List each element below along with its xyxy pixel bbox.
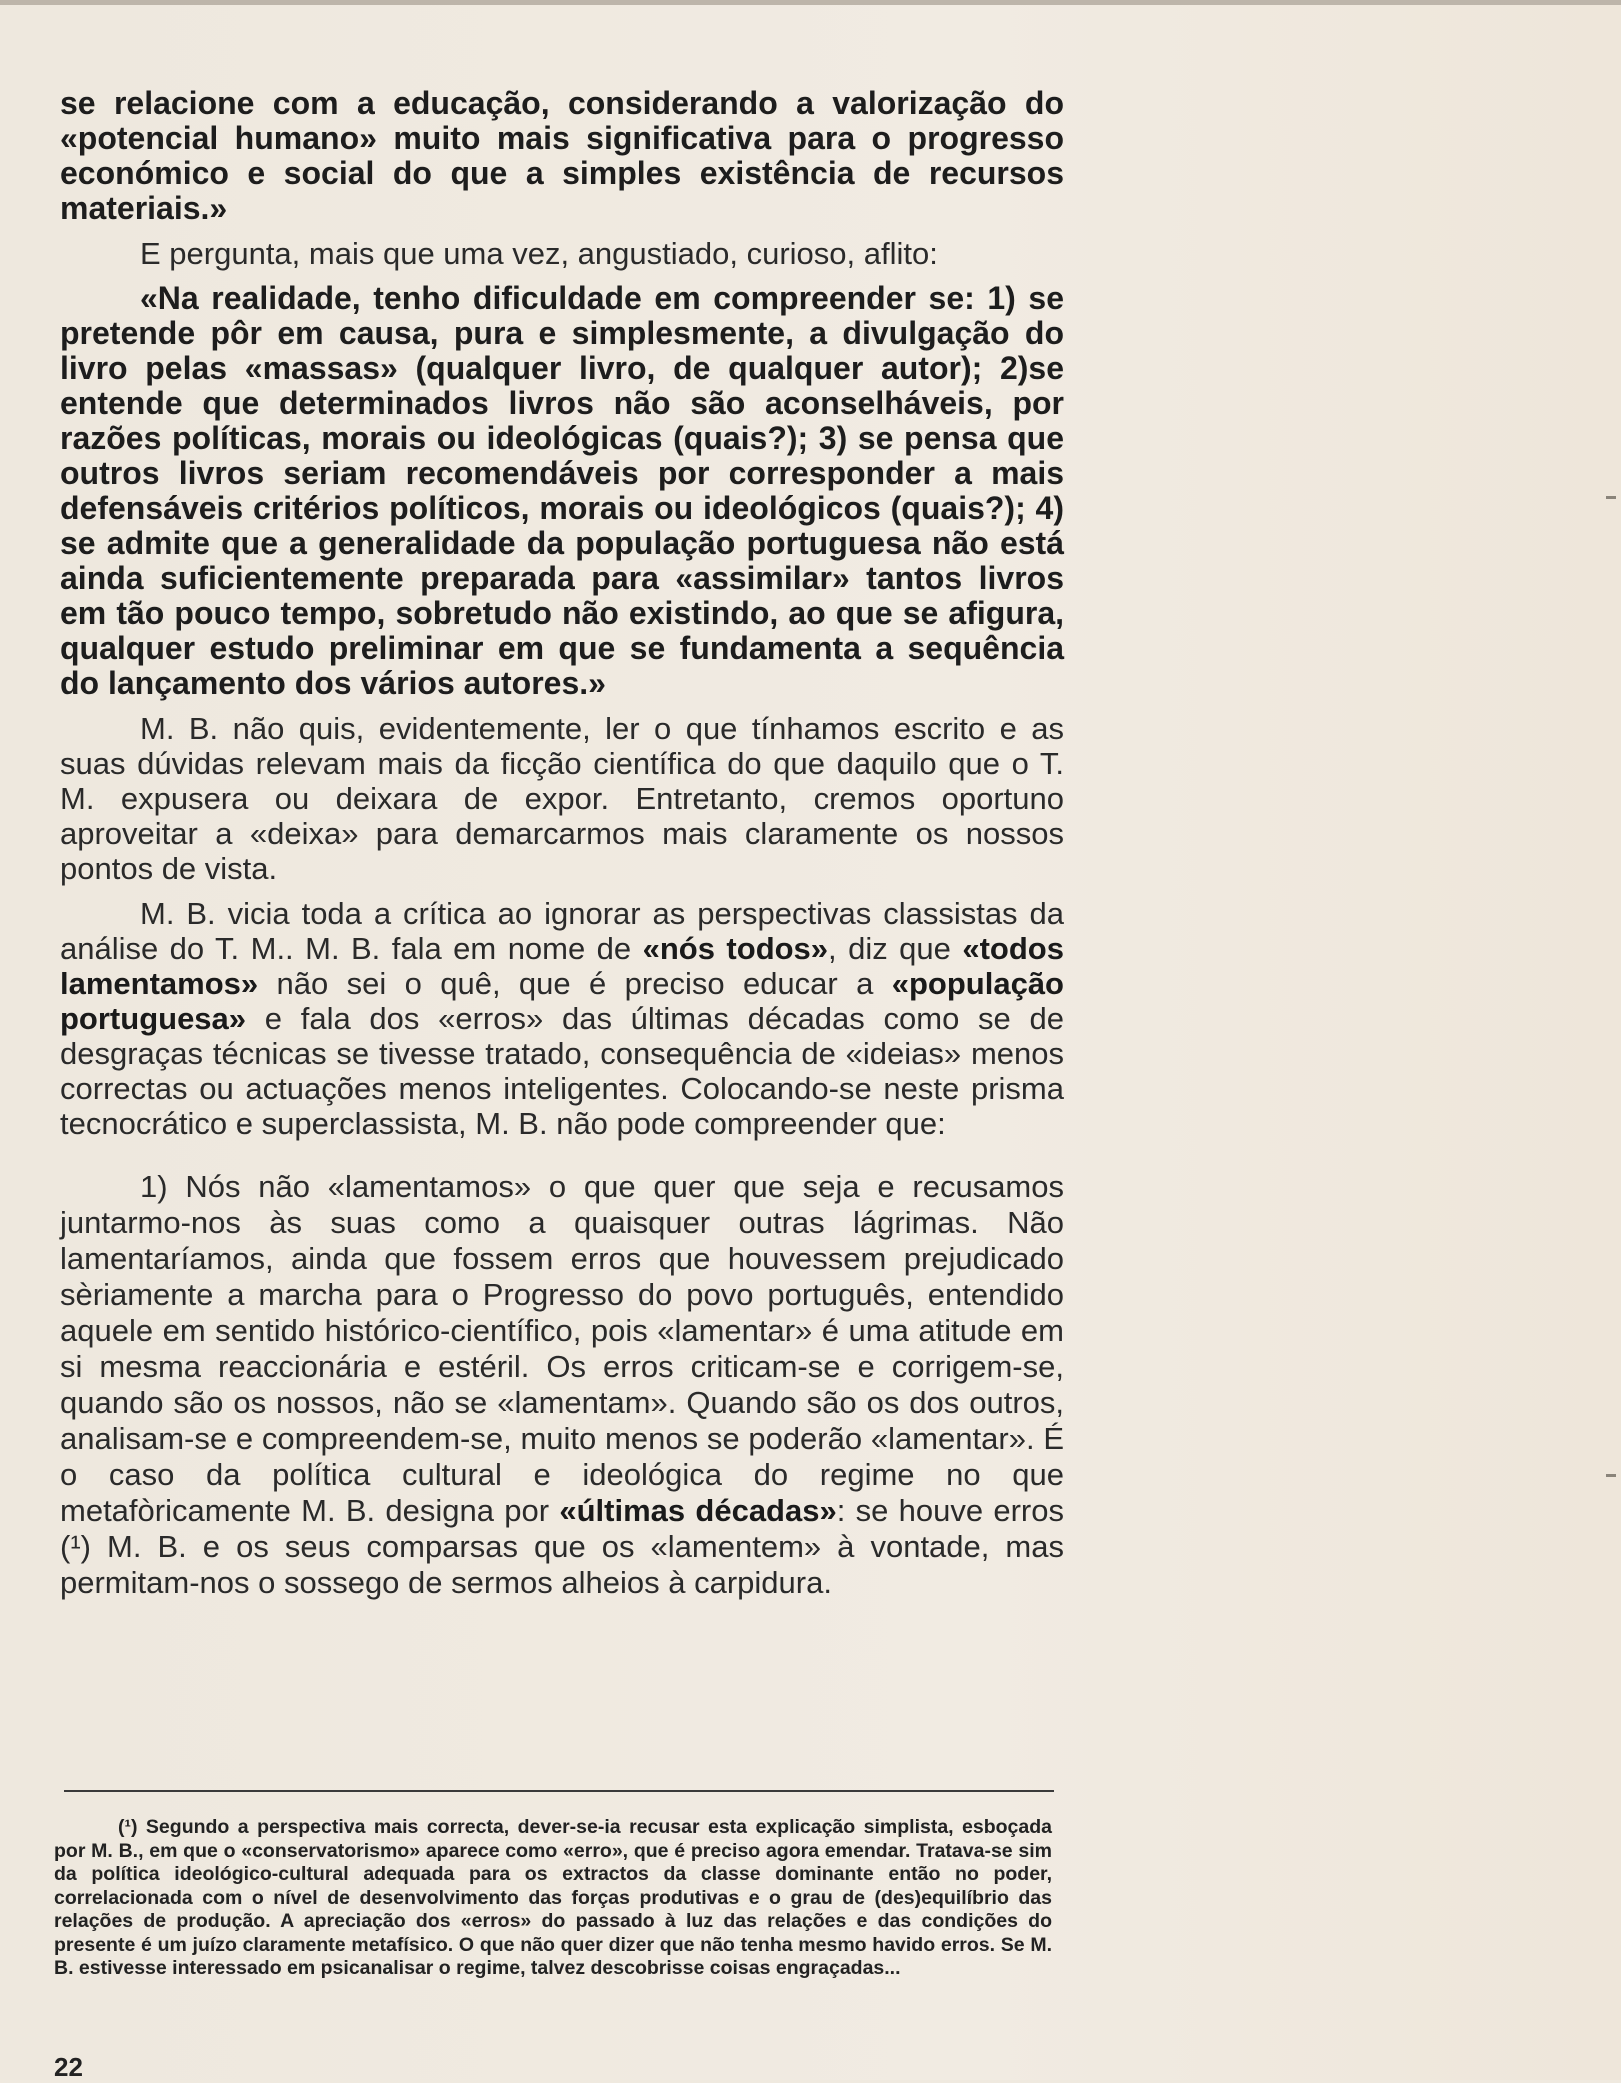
paragraph-critique: [60, 896, 1064, 1141]
edge-mark: [1606, 1474, 1616, 1477]
text-span: não sei o quê, que é preciso educar a: [258, 966, 892, 1001]
emphasis-span: «população portuguesa»: [60, 966, 1064, 1036]
footnote-text: (¹) Segundo a perspectiva mais correcta, dever-se-ia recusar esta explicação simplista, esboçada por M. B., em que o «conservatorismo» aparece como «erro», que é preciso agora emendar. Tratava-se sim da política ideológico-cultural adequada para os extractos da classe dominante então no poder, correlacionada com o nível de desenvolvimento das forças produtivas e o grau de (des)equilíbrio das relações de produção. A apreciação dos «erros» do passado à luz das relações e das condições do presente é um juízo claramente metafísico. O que não quer dizer que não tenha mesmo havido erros. Se M. B. estivesse interessado em psicanalisar o regime, talvez descobrisse coisas engraçadas...: [54, 1816, 1052, 1979]
emphasis-span: «nós todos»: [642, 931, 829, 966]
text-span: M. B. vicia toda a crítica ao ignorar as perspectivas classistas da análise do T. M.. M. B. fala em nome de: [60, 896, 1064, 966]
paragraph-question-intro: E pergunta, mais que uma vez, angustiado, curioso, aflito:: [140, 236, 938, 271]
footnote: [54, 1816, 1052, 1981]
paragraph-quoted-questions: «Na realidade, tenho dificuldade em compreender se: 1) se pretende pôr em causa, pura e simplesmente, a divulgação do livro pelas «massas» (qualquer livro, de qualquer autor); 2)se entende que determinados livros não são aconselháveis, por razões políticas, morais ou ideológicas (quais?); 3) se pensa que outros livros seriam recomendáveis por corresponder a mais defensáveis critérios políticos, morais ou ideológicos (quais?); 4) se admite que a generalidade da população portuguesa não está ainda suficientemente preparada para «assimilar» tantos livros em tão pouco tempo, sobretudo não existindo, ao que se afigura, qualquer estudo preliminar em que se fundamenta a sequência do lançamento dos vários autores.»: [60, 280, 1064, 701]
emphasis-span: «últimas décadas»: [559, 1493, 837, 1528]
body-text-column: [60, 86, 1064, 1601]
paragraph-quote-end: se relacione com a educação, considerando a valorização do «potencial humano» muito mais significativa para o progresso económico e social do que a simples existência de recursos materiais.»: [60, 85, 1064, 226]
paragraph-reply: M. B. não quis, evidentemente, ler o que tínhamos escrito e as suas dúvidas relevam mais da ficção científica do que daquilo que o T. M. expusera ou deixara de expor. Entretanto, cremos oportuno aproveitar a «deixa» para demarcarmos mais claramente os nossos pontos de vista.: [60, 711, 1064, 886]
text-span: : se houve erros (¹) M. B. e os seus comparsas que os «lamentem» à vontade, mas permitam-nos o sossego de sermos alheios à carpidura.: [60, 1493, 1064, 1600]
page-number: 22: [54, 2052, 83, 2082]
paragraph-point-1: [60, 1169, 1064, 1601]
text-span: 1) Nós não «lamentamos» o que quer que seja e recusamos juntarmo-nos às suas como a quaisquer outras lágrimas. Não lamentaríamos, ainda que fossem erros que houvessem prejudicado sèriamente a marcha para o Progresso do povo português, entendido aquele em sentido histórico-científico, pois «lamentar» é uma atitude em si mesma reaccionária e estéril. Os erros criticam-se e corrigem-se, quando são os nossos, não se «lamentam». Quando são os dos outros, analisam-se e compreendem-se, muito menos se poderão «lamentar». É o caso da política cultural e ideológica do regime no que metafòricamente M. B. designa por: [60, 1169, 1064, 1528]
text-span: e fala dos «erros» das últimas décadas como se de desgraças técnicas se tivesse tratado, consequência de «ideias» menos correctas ou actuações menos inteligentes. Colocando-se neste prisma tecnocrático e superclassista, M. B. não pode compreender que:: [60, 1001, 1064, 1141]
text-span: , diz que: [828, 931, 963, 966]
top-edge: [0, 0, 1621, 5]
footnote-divider: [64, 1790, 1054, 1792]
edge-mark: [1606, 496, 1616, 499]
emphasis-span: «todos lamentamos»: [60, 931, 1064, 1001]
